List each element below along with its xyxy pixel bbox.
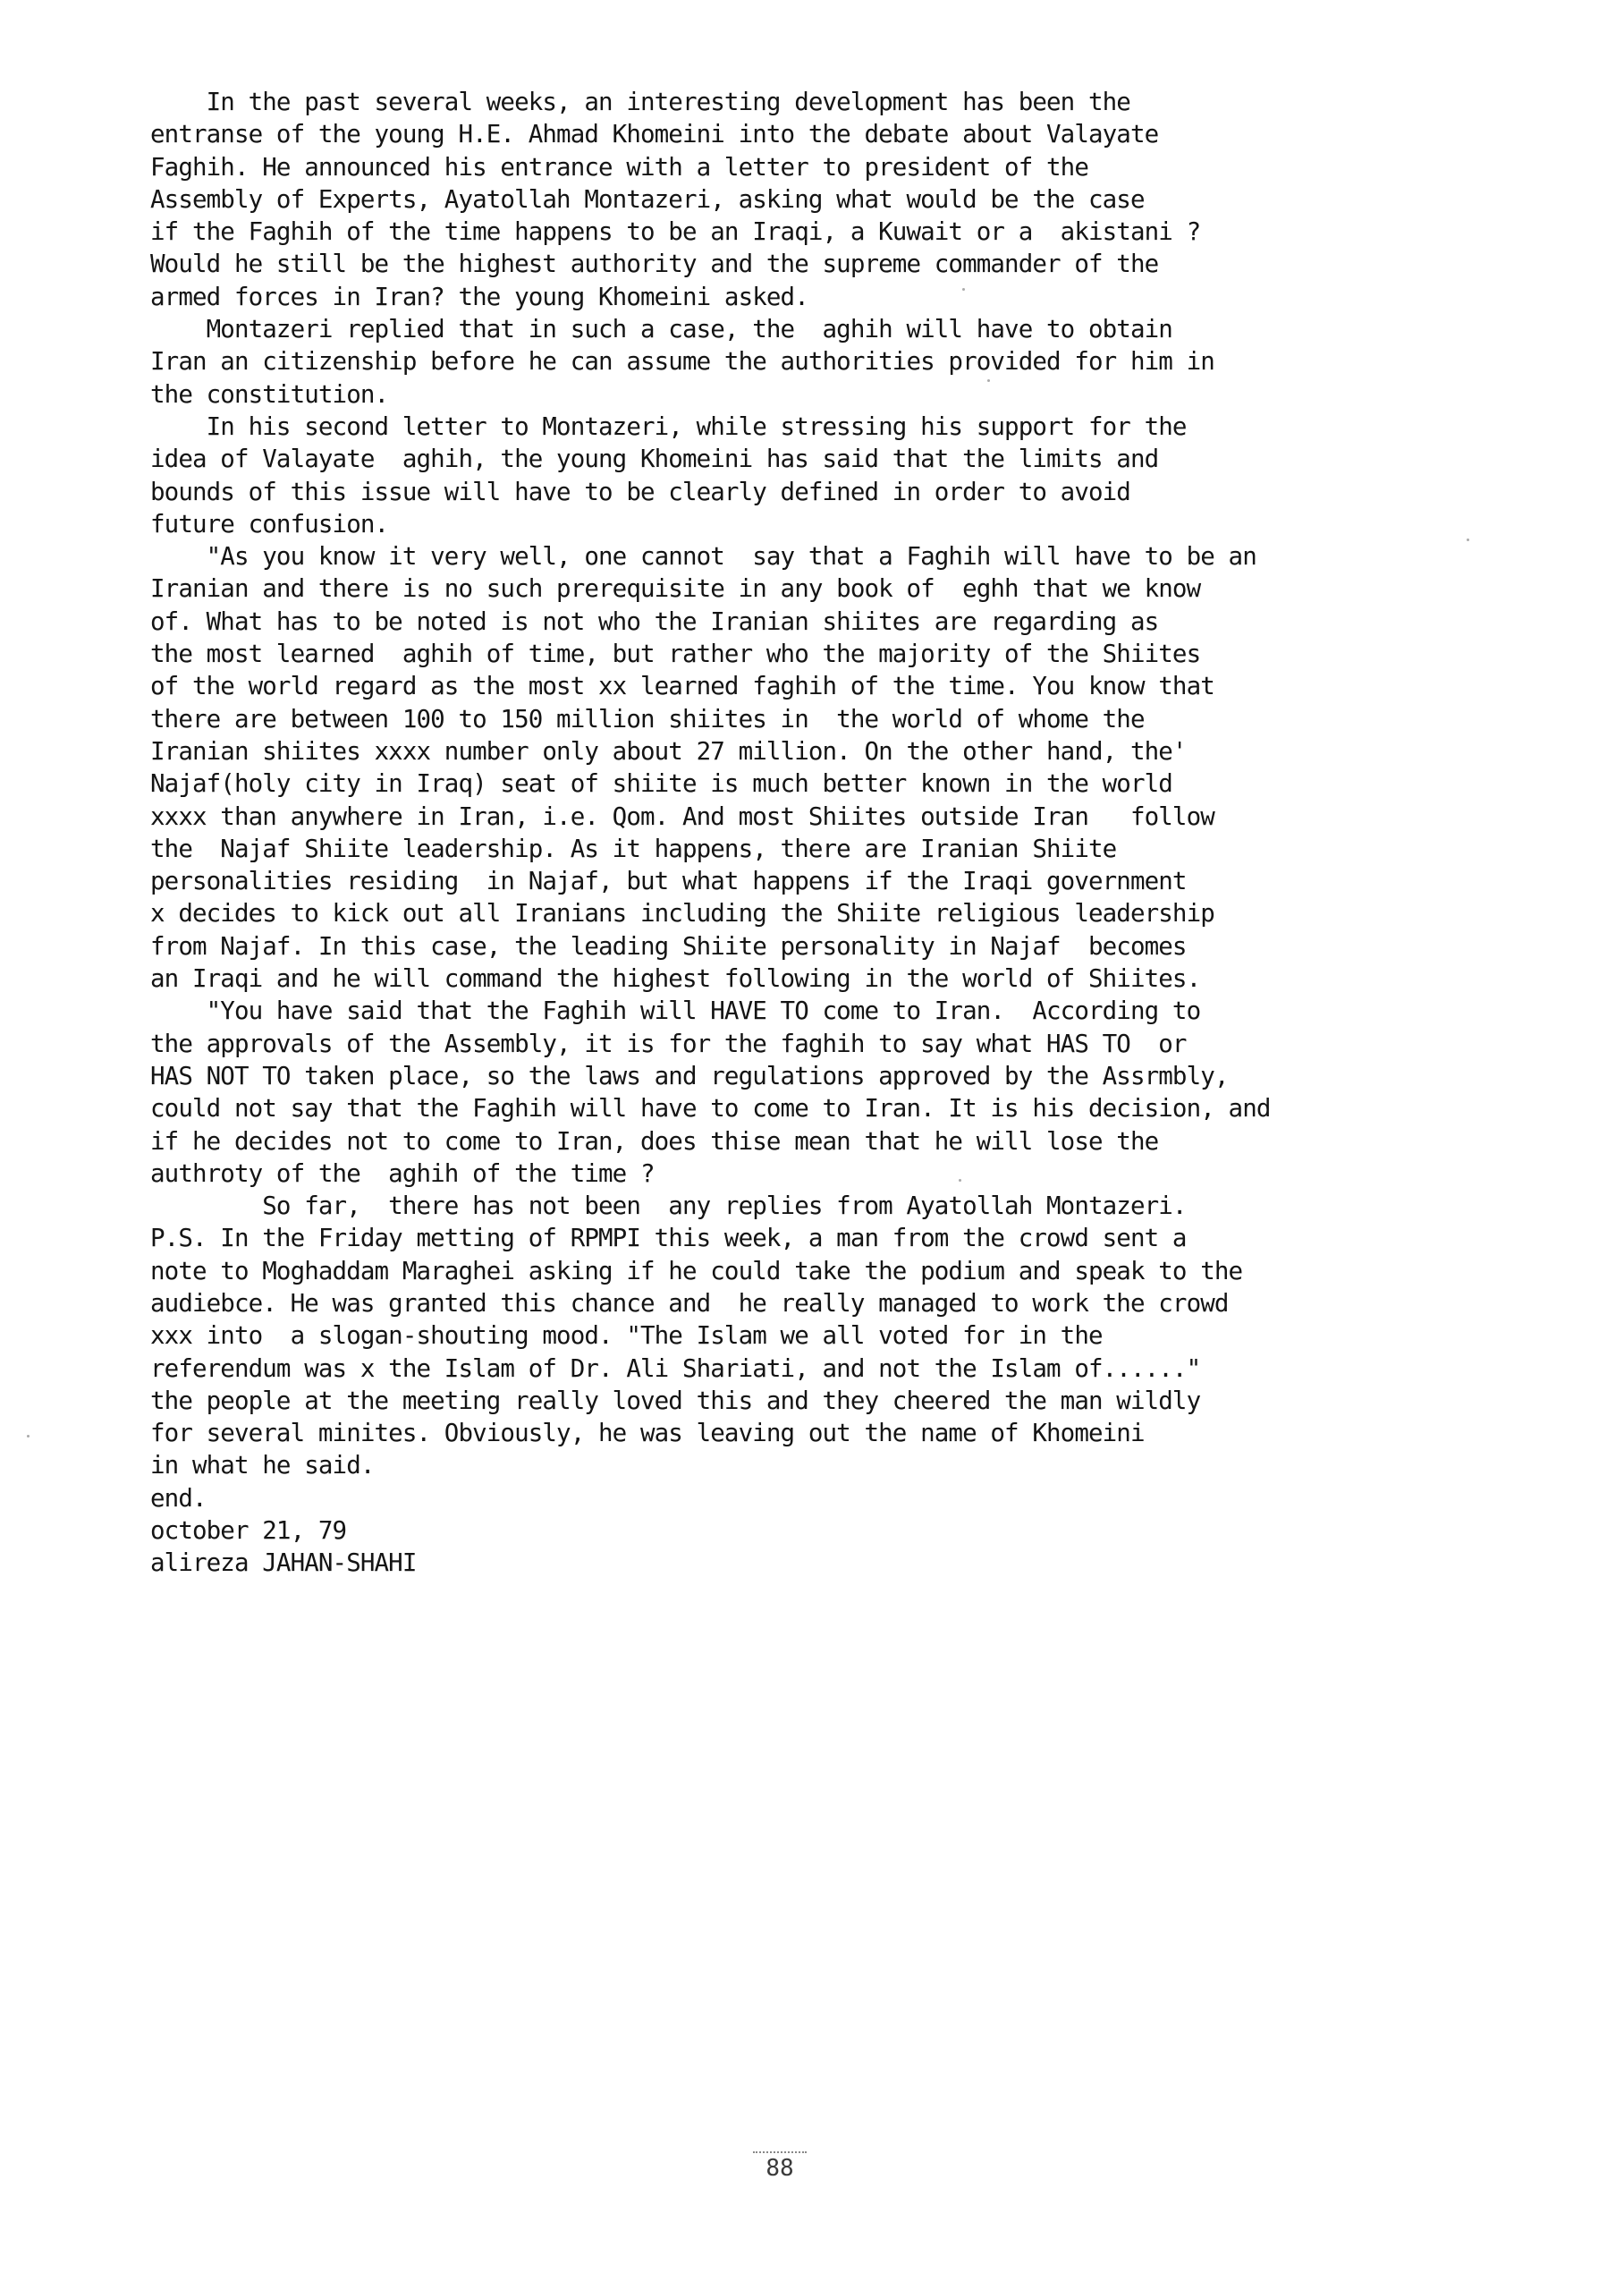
text-line: of. What has to be noted is not who the Iranian shiites are regarding as (150, 606, 1159, 636)
text-line: alireza JAHAN-SHAHI (150, 1548, 417, 1578)
text-line: audiebce. He was granted this chance and he really managed to work the crowd (150, 1288, 1229, 1318)
text-line: the most learned aghih of time, but rather who the majority of the Shiites (150, 640, 1201, 669)
text-line: Iranian and there is no such prerequisite in any book of eghh that we know (150, 574, 1201, 604)
text-line: referendum was x the Islam of Dr. Ali Shariati, and not the Islam of......" (150, 1353, 1201, 1383)
text-line: Faghih. He announced his entrance with a letter to president of the (150, 152, 1088, 182)
scan-speck (27, 1435, 30, 1438)
text-line: Montazeri replied that in such a case, the aghih will have to obtain (150, 315, 1172, 344)
text-line: note to Moghaddam Maraghei asking if he could take the podium and speak to the (150, 1256, 1243, 1285)
text-line: Najaf(holy city in Iraq) seat of shiite is much better known in the world (150, 769, 1172, 799)
text-line: idea of Valayate aghih, the young Khomeini has said that the limits and (150, 445, 1159, 474)
text-line: So far, there has not been any replies from Ayatollah Montazeri. (150, 1192, 1187, 1221)
text-line: could not say that the Faghih will have to come to Iran. It is his decision, and (150, 1094, 1271, 1124)
scan-speck (987, 379, 990, 382)
text-line: xxxx than anywhere in Iran, i.e. Qom. And most Shiites outside Iran follow (150, 802, 1214, 831)
page-number: 88 (753, 2151, 807, 2182)
text-line: end. (150, 1483, 207, 1513)
body-text (150, 86, 1465, 1580)
text-line: bounds of this issue will have to be clearly defined in order to avoid (150, 477, 1130, 506)
text-line: of the world regard as the most xx learned faghih of the time. You know that (150, 672, 1214, 701)
text-line: the Najaf Shiite leadership. As it happens, there are Iranian Shiite (150, 834, 1117, 863)
text-line: Iran an citizenship before he can assume the authorities provided for him in (150, 347, 1214, 377)
scan-speck (959, 1179, 961, 1182)
text-line: an Iraqi and he will command the highest following in the world of Shiites. (150, 964, 1201, 994)
text-line: entranse of the young H.E. Ahmad Khomeini into the debate about Valayate (150, 120, 1159, 149)
text-line: In his second letter to Montazeri, while stressing his support for the (150, 411, 1187, 441)
text-line: Iranian shiites xxxx number only about 27 million. On the other hand, the' (150, 736, 1187, 766)
text-line: Would he still be the highest authority and the supreme commander of the (150, 250, 1159, 279)
scan-speck (1467, 539, 1469, 541)
text-line: x decides to kick out all Iranians including the Shiite religious leadership (150, 899, 1214, 929)
text-line: In the past several weeks, an interesting development has been the (150, 88, 1130, 116)
text-line: october 21, 79 (150, 1516, 347, 1546)
text-line: the people at the meeting really loved this and they cheered the man wildly (150, 1386, 1201, 1415)
text-line: for several minites. Obviously, he was leaving out the name of Khomeini (150, 1419, 1145, 1448)
text-line: xxx into a slogan-shouting mood. "The Islam we all voted for in the (150, 1321, 1103, 1351)
text-line: there are between 100 to 150 million shiites in the world of whome the (150, 704, 1145, 734)
text-line: in what he said. (150, 1451, 375, 1480)
text-line: armed forces in Iran? the young Khomeini asked. (150, 282, 808, 311)
text-line: if the Faghih of the time happens to be an Iraqi, a Kuwait or a akistani ? (150, 217, 1201, 247)
text-line: "As you know it very well, one cannot say that a Faghih will have to be an (150, 542, 1256, 572)
text-line: the constitution. (150, 379, 389, 409)
text-line: the approvals of the Assembly, it is for the faghih to say what HAS TO or (150, 1029, 1187, 1058)
text-line: Assembly of Experts, Ayatollah Montazeri, asking what would be the case (150, 184, 1145, 214)
text-line: from Najaf. In this case, the leading Shiite personality in Najaf becomes (150, 931, 1187, 961)
text-line: authroty of the aghih of the time ? (150, 1158, 655, 1188)
text-line: personalities residing in Najaf, but what happens if the Iraqi government (150, 867, 1187, 896)
text-line: if he decides not to come to Iran, does thise mean that he will lose the (150, 1126, 1159, 1156)
scan-speck (962, 288, 965, 291)
text-line: HAS NOT TO taken place, so the laws and regulations approved by the Assrmbly, (150, 1061, 1229, 1090)
text-line: "You have said that the Faghih will HAVE TO come to Iran. According to (150, 997, 1201, 1026)
text-line: P.S. In the Friday metting of RPMPI this week, a man from the crowd sent a (150, 1224, 1187, 1253)
text-line: future confusion. (150, 509, 389, 539)
